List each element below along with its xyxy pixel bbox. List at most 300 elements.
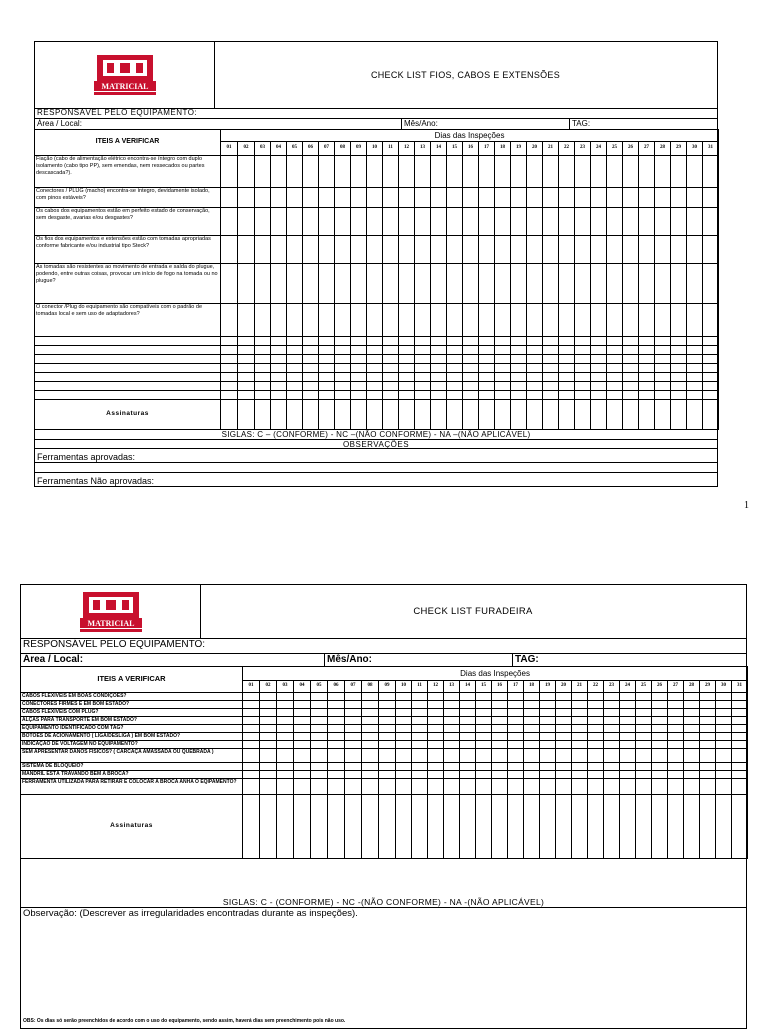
inspection-checkbox-cell[interactable] xyxy=(700,763,716,771)
inspection-checkbox-cell[interactable] xyxy=(687,364,703,373)
inspection-checkbox-cell[interactable] xyxy=(540,741,556,749)
inspection-checkbox-cell[interactable] xyxy=(335,304,351,337)
inspection-checkbox-cell[interactable] xyxy=(492,701,508,709)
inspection-checkbox-cell[interactable] xyxy=(623,346,639,355)
inspection-checkbox-cell[interactable] xyxy=(559,373,575,382)
signature-cell[interactable] xyxy=(238,400,255,430)
inspection-checkbox-cell[interactable] xyxy=(415,304,431,337)
inspection-checkbox-cell[interactable] xyxy=(379,693,396,701)
inspection-checkbox-cell[interactable] xyxy=(303,264,319,304)
inspection-checkbox-cell[interactable] xyxy=(345,725,362,733)
inspection-checkbox-cell[interactable] xyxy=(287,188,303,208)
inspection-checkbox-cell[interactable] xyxy=(508,779,524,795)
inspection-checkbox-cell[interactable] xyxy=(243,701,260,709)
inspection-checkbox-cell[interactable] xyxy=(655,188,671,208)
inspection-checkbox-cell[interactable] xyxy=(543,156,559,188)
inspection-checkbox-cell[interactable] xyxy=(362,741,379,749)
inspection-checkbox-cell[interactable] xyxy=(671,304,687,337)
inspection-checkbox-cell[interactable] xyxy=(379,701,396,709)
inspection-checkbox-cell[interactable] xyxy=(623,373,639,382)
inspection-checkbox-cell[interactable] xyxy=(243,717,260,725)
inspection-checkbox-cell[interactable] xyxy=(559,346,575,355)
inspection-checkbox-cell[interactable] xyxy=(652,741,668,749)
inspection-checkbox-cell[interactable] xyxy=(335,156,351,188)
inspection-checkbox-cell[interactable] xyxy=(687,355,703,364)
inspection-checkbox-cell[interactable] xyxy=(511,373,527,382)
inspection-checkbox-cell[interactable] xyxy=(572,709,588,717)
inspection-checkbox-cell[interactable] xyxy=(221,236,238,264)
inspection-checkbox-cell[interactable] xyxy=(607,304,623,337)
inspection-checkbox-cell[interactable] xyxy=(687,156,703,188)
inspection-checkbox-cell[interactable] xyxy=(399,156,415,188)
inspection-checkbox-cell[interactable] xyxy=(311,725,328,733)
inspection-checkbox-cell[interactable] xyxy=(508,717,524,725)
inspection-checkbox-cell[interactable] xyxy=(345,779,362,795)
inspection-checkbox-cell[interactable] xyxy=(511,337,527,346)
inspection-checkbox-cell[interactable] xyxy=(495,346,511,355)
inspection-checkbox-cell[interactable] xyxy=(620,779,636,795)
inspection-checkbox-cell[interactable] xyxy=(607,355,623,364)
inspection-checkbox-cell[interactable] xyxy=(379,709,396,717)
inspection-checkbox-cell[interactable] xyxy=(294,733,311,741)
inspection-checkbox-cell[interactable] xyxy=(379,763,396,771)
inspection-checkbox-cell[interactable] xyxy=(607,188,623,208)
inspection-checkbox-cell[interactable] xyxy=(412,693,428,701)
inspection-checkbox-cell[interactable] xyxy=(671,364,687,373)
inspection-checkbox-cell[interactable] xyxy=(383,382,399,391)
inspection-checkbox-cell[interactable] xyxy=(524,771,540,779)
inspection-checkbox-cell[interactable] xyxy=(362,701,379,709)
inspection-checkbox-cell[interactable] xyxy=(716,749,732,763)
signature-cell[interactable] xyxy=(328,795,345,859)
inspection-checkbox-cell[interactable] xyxy=(447,373,463,382)
inspection-checkbox-cell[interactable] xyxy=(639,373,655,382)
inspection-checkbox-cell[interactable] xyxy=(620,717,636,725)
inspection-checkbox-cell[interactable] xyxy=(238,156,255,188)
inspection-checkbox-cell[interactable] xyxy=(431,382,447,391)
inspection-checkbox-cell[interactable] xyxy=(511,346,527,355)
inspection-checkbox-cell[interactable] xyxy=(351,188,367,208)
inspection-checkbox-cell[interactable] xyxy=(655,346,671,355)
inspection-checkbox-cell[interactable] xyxy=(684,779,700,795)
inspection-checkbox-cell[interactable] xyxy=(703,346,719,355)
inspection-checkbox-cell[interactable] xyxy=(668,741,684,749)
inspection-checkbox-cell[interactable] xyxy=(540,733,556,741)
inspection-checkbox-cell[interactable] xyxy=(476,733,492,741)
signature-cell[interactable] xyxy=(511,400,527,430)
inspection-checkbox-cell[interactable] xyxy=(492,749,508,763)
inspection-checkbox-cell[interactable] xyxy=(415,373,431,382)
blank-item-cell[interactable] xyxy=(35,337,221,346)
inspection-checkbox-cell[interactable] xyxy=(277,693,294,701)
inspection-checkbox-cell[interactable] xyxy=(655,364,671,373)
inspection-checkbox-cell[interactable] xyxy=(447,337,463,346)
inspection-checkbox-cell[interactable] xyxy=(415,156,431,188)
inspection-checkbox-cell[interactable] xyxy=(575,236,591,264)
inspection-checkbox-cell[interactable] xyxy=(572,725,588,733)
inspection-checkbox-cell[interactable] xyxy=(431,304,447,337)
inspection-checkbox-cell[interactable] xyxy=(444,709,460,717)
inspection-checkbox-cell[interactable] xyxy=(238,373,255,382)
inspection-checkbox-cell[interactable] xyxy=(255,156,271,188)
inspection-checkbox-cell[interactable] xyxy=(311,749,328,763)
inspection-checkbox-cell[interactable] xyxy=(479,355,495,364)
inspection-checkbox-cell[interactable] xyxy=(687,373,703,382)
inspection-checkbox-cell[interactable] xyxy=(639,208,655,236)
inspection-checkbox-cell[interactable] xyxy=(623,208,639,236)
inspection-checkbox-cell[interactable] xyxy=(460,701,476,709)
inspection-checkbox-cell[interactable] xyxy=(328,733,345,741)
inspection-checkbox-cell[interactable] xyxy=(345,717,362,725)
inspection-checkbox-cell[interactable] xyxy=(271,337,287,346)
inspection-checkbox-cell[interactable] xyxy=(639,382,655,391)
inspection-checkbox-cell[interactable] xyxy=(492,693,508,701)
inspection-checkbox-cell[interactable] xyxy=(604,709,620,717)
inspection-checkbox-cell[interactable] xyxy=(463,391,479,400)
inspection-checkbox-cell[interactable] xyxy=(636,717,652,725)
inspection-checkbox-cell[interactable] xyxy=(345,733,362,741)
inspection-checkbox-cell[interactable] xyxy=(540,749,556,763)
inspection-checkbox-cell[interactable] xyxy=(556,771,572,779)
inspection-checkbox-cell[interactable] xyxy=(732,725,748,733)
inspection-checkbox-cell[interactable] xyxy=(527,364,543,373)
inspection-checkbox-cell[interactable] xyxy=(639,346,655,355)
inspection-checkbox-cell[interactable] xyxy=(559,382,575,391)
inspection-checkbox-cell[interactable] xyxy=(221,364,238,373)
inspection-checkbox-cell[interactable] xyxy=(671,264,687,304)
inspection-checkbox-cell[interactable] xyxy=(255,346,271,355)
inspection-checkbox-cell[interactable] xyxy=(447,304,463,337)
inspection-checkbox-cell[interactable] xyxy=(319,304,335,337)
inspection-checkbox-cell[interactable] xyxy=(319,382,335,391)
inspection-checkbox-cell[interactable] xyxy=(495,264,511,304)
inspection-checkbox-cell[interactable] xyxy=(732,693,748,701)
inspection-checkbox-cell[interactable] xyxy=(668,701,684,709)
inspection-checkbox-cell[interactable] xyxy=(524,779,540,795)
inspection-checkbox-cell[interactable] xyxy=(511,304,527,337)
inspection-checkbox-cell[interactable] xyxy=(572,741,588,749)
inspection-checkbox-cell[interactable] xyxy=(588,763,604,771)
inspection-checkbox-cell[interactable] xyxy=(238,346,255,355)
inspection-checkbox-cell[interactable] xyxy=(607,382,623,391)
inspection-checkbox-cell[interactable] xyxy=(575,346,591,355)
inspection-checkbox-cell[interactable] xyxy=(543,346,559,355)
inspection-checkbox-cell[interactable] xyxy=(428,725,444,733)
inspection-checkbox-cell[interactable] xyxy=(463,373,479,382)
inspection-checkbox-cell[interactable] xyxy=(556,709,572,717)
inspection-checkbox-cell[interactable] xyxy=(687,208,703,236)
signature-cell[interactable] xyxy=(383,400,399,430)
inspection-checkbox-cell[interactable] xyxy=(367,382,383,391)
blank-item-cell[interactable] xyxy=(35,382,221,391)
inspection-checkbox-cell[interactable] xyxy=(543,364,559,373)
inspection-checkbox-cell[interactable] xyxy=(540,709,556,717)
inspection-checkbox-cell[interactable] xyxy=(543,264,559,304)
inspection-checkbox-cell[interactable] xyxy=(362,717,379,725)
inspection-checkbox-cell[interactable] xyxy=(319,355,335,364)
inspection-checkbox-cell[interactable] xyxy=(623,304,639,337)
inspection-checkbox-cell[interactable] xyxy=(732,763,748,771)
inspection-checkbox-cell[interactable] xyxy=(277,763,294,771)
inspection-checkbox-cell[interactable] xyxy=(671,355,687,364)
inspection-checkbox-cell[interactable] xyxy=(607,208,623,236)
inspection-checkbox-cell[interactable] xyxy=(476,763,492,771)
inspection-checkbox-cell[interactable] xyxy=(540,763,556,771)
inspection-checkbox-cell[interactable] xyxy=(328,771,345,779)
inspection-checkbox-cell[interactable] xyxy=(639,337,655,346)
inspection-checkbox-cell[interactable] xyxy=(294,693,311,701)
inspection-checkbox-cell[interactable] xyxy=(328,749,345,763)
inspection-checkbox-cell[interactable] xyxy=(383,346,399,355)
inspection-checkbox-cell[interactable] xyxy=(303,236,319,264)
inspection-checkbox-cell[interactable] xyxy=(687,304,703,337)
inspection-checkbox-cell[interactable] xyxy=(238,391,255,400)
inspection-checkbox-cell[interactable] xyxy=(476,779,492,795)
inspection-checkbox-cell[interactable] xyxy=(255,337,271,346)
inspection-checkbox-cell[interactable] xyxy=(431,346,447,355)
inspection-checkbox-cell[interactable] xyxy=(415,236,431,264)
inspection-checkbox-cell[interactable] xyxy=(524,749,540,763)
inspection-checkbox-cell[interactable] xyxy=(319,236,335,264)
inspection-checkbox-cell[interactable] xyxy=(362,779,379,795)
inspection-checkbox-cell[interactable] xyxy=(303,337,319,346)
inspection-checkbox-cell[interactable] xyxy=(671,188,687,208)
blank-item-cell[interactable] xyxy=(35,355,221,364)
inspection-checkbox-cell[interactable] xyxy=(668,779,684,795)
inspection-checkbox-cell[interactable] xyxy=(345,741,362,749)
inspection-checkbox-cell[interactable] xyxy=(396,709,412,717)
inspection-checkbox-cell[interactable] xyxy=(463,355,479,364)
inspection-checkbox-cell[interactable] xyxy=(703,337,719,346)
inspection-checkbox-cell[interactable] xyxy=(260,771,277,779)
signature-cell[interactable] xyxy=(319,400,335,430)
inspection-checkbox-cell[interactable] xyxy=(428,741,444,749)
inspection-checkbox-cell[interactable] xyxy=(636,709,652,717)
inspection-checkbox-cell[interactable] xyxy=(476,709,492,717)
inspection-checkbox-cell[interactable] xyxy=(412,779,428,795)
inspection-checkbox-cell[interactable] xyxy=(319,391,335,400)
signature-cell[interactable] xyxy=(271,400,287,430)
inspection-checkbox-cell[interactable] xyxy=(572,779,588,795)
signature-cell[interactable] xyxy=(255,400,271,430)
inspection-checkbox-cell[interactable] xyxy=(383,304,399,337)
inspection-checkbox-cell[interactable] xyxy=(428,733,444,741)
inspection-checkbox-cell[interactable] xyxy=(255,188,271,208)
signature-cell[interactable] xyxy=(362,795,379,859)
inspection-checkbox-cell[interactable] xyxy=(668,771,684,779)
inspection-checkbox-cell[interactable] xyxy=(311,779,328,795)
inspection-checkbox-cell[interactable] xyxy=(367,208,383,236)
inspection-checkbox-cell[interactable] xyxy=(243,779,260,795)
inspection-checkbox-cell[interactable] xyxy=(396,749,412,763)
inspection-checkbox-cell[interactable] xyxy=(623,264,639,304)
inspection-checkbox-cell[interactable] xyxy=(345,749,362,763)
inspection-checkbox-cell[interactable] xyxy=(575,208,591,236)
inspection-checkbox-cell[interactable] xyxy=(243,693,260,701)
signature-cell[interactable] xyxy=(351,400,367,430)
inspection-checkbox-cell[interactable] xyxy=(559,236,575,264)
inspection-checkbox-cell[interactable] xyxy=(559,337,575,346)
inspection-checkbox-cell[interactable] xyxy=(620,693,636,701)
inspection-checkbox-cell[interactable] xyxy=(703,156,719,188)
inspection-checkbox-cell[interactable] xyxy=(311,733,328,741)
inspection-checkbox-cell[interactable] xyxy=(655,373,671,382)
inspection-checkbox-cell[interactable] xyxy=(243,733,260,741)
inspection-checkbox-cell[interactable] xyxy=(623,355,639,364)
inspection-checkbox-cell[interactable] xyxy=(460,779,476,795)
inspection-checkbox-cell[interactable] xyxy=(543,208,559,236)
inspection-checkbox-cell[interactable] xyxy=(604,749,620,763)
inspection-checkbox-cell[interactable] xyxy=(524,701,540,709)
inspection-checkbox-cell[interactable] xyxy=(495,188,511,208)
signature-cell[interactable] xyxy=(655,400,671,430)
signature-cell[interactable] xyxy=(431,400,447,430)
inspection-checkbox-cell[interactable] xyxy=(495,337,511,346)
inspection-checkbox-cell[interactable] xyxy=(379,717,396,725)
signature-cell[interactable] xyxy=(652,795,668,859)
inspection-checkbox-cell[interactable] xyxy=(328,763,345,771)
inspection-checkbox-cell[interactable] xyxy=(527,236,543,264)
signature-cell[interactable] xyxy=(671,400,687,430)
inspection-checkbox-cell[interactable] xyxy=(684,701,700,709)
inspection-checkbox-cell[interactable] xyxy=(716,779,732,795)
inspection-checkbox-cell[interactable] xyxy=(238,264,255,304)
signature-cell[interactable] xyxy=(396,795,412,859)
inspection-checkbox-cell[interactable] xyxy=(652,709,668,717)
inspection-checkbox-cell[interactable] xyxy=(540,771,556,779)
inspection-checkbox-cell[interactable] xyxy=(463,337,479,346)
inspection-checkbox-cell[interactable] xyxy=(447,264,463,304)
inspection-checkbox-cell[interactable] xyxy=(328,701,345,709)
inspection-checkbox-cell[interactable] xyxy=(652,717,668,725)
inspection-checkbox-cell[interactable] xyxy=(328,693,345,701)
inspection-checkbox-cell[interactable] xyxy=(415,364,431,373)
inspection-checkbox-cell[interactable] xyxy=(428,717,444,725)
inspection-checkbox-cell[interactable] xyxy=(620,701,636,709)
inspection-checkbox-cell[interactable] xyxy=(476,749,492,763)
inspection-checkbox-cell[interactable] xyxy=(328,725,345,733)
inspection-checkbox-cell[interactable] xyxy=(591,337,607,346)
inspection-checkbox-cell[interactable] xyxy=(345,701,362,709)
inspection-checkbox-cell[interactable] xyxy=(221,391,238,400)
signature-cell[interactable] xyxy=(345,795,362,859)
inspection-checkbox-cell[interactable] xyxy=(335,264,351,304)
inspection-checkbox-cell[interactable] xyxy=(271,304,287,337)
inspection-checkbox-cell[interactable] xyxy=(607,364,623,373)
inspection-checkbox-cell[interactable] xyxy=(260,779,277,795)
inspection-checkbox-cell[interactable] xyxy=(351,382,367,391)
inspection-checkbox-cell[interactable] xyxy=(604,717,620,725)
signature-cell[interactable] xyxy=(684,795,700,859)
inspection-checkbox-cell[interactable] xyxy=(623,188,639,208)
inspection-checkbox-cell[interactable] xyxy=(287,373,303,382)
inspection-checkbox-cell[interactable] xyxy=(260,725,277,733)
inspection-checkbox-cell[interactable] xyxy=(431,188,447,208)
signature-cell[interactable] xyxy=(575,400,591,430)
inspection-checkbox-cell[interactable] xyxy=(655,156,671,188)
inspection-checkbox-cell[interactable] xyxy=(655,236,671,264)
inspection-checkbox-cell[interactable] xyxy=(444,725,460,733)
inspection-checkbox-cell[interactable] xyxy=(351,364,367,373)
inspection-checkbox-cell[interactable] xyxy=(511,264,527,304)
inspection-checkbox-cell[interactable] xyxy=(543,188,559,208)
inspection-checkbox-cell[interactable] xyxy=(495,208,511,236)
inspection-checkbox-cell[interactable] xyxy=(655,337,671,346)
inspection-checkbox-cell[interactable] xyxy=(527,355,543,364)
inspection-checkbox-cell[interactable] xyxy=(623,391,639,400)
inspection-checkbox-cell[interactable] xyxy=(524,717,540,725)
inspection-checkbox-cell[interactable] xyxy=(636,779,652,795)
inspection-checkbox-cell[interactable] xyxy=(238,355,255,364)
inspection-checkbox-cell[interactable] xyxy=(303,382,319,391)
inspection-checkbox-cell[interactable] xyxy=(700,717,716,725)
inspection-checkbox-cell[interactable] xyxy=(431,355,447,364)
inspection-checkbox-cell[interactable] xyxy=(575,391,591,400)
inspection-checkbox-cell[interactable] xyxy=(655,355,671,364)
inspection-checkbox-cell[interactable] xyxy=(671,337,687,346)
inspection-checkbox-cell[interactable] xyxy=(604,779,620,795)
inspection-checkbox-cell[interactable] xyxy=(447,208,463,236)
inspection-checkbox-cell[interactable] xyxy=(687,188,703,208)
inspection-checkbox-cell[interactable] xyxy=(271,264,287,304)
inspection-checkbox-cell[interactable] xyxy=(367,373,383,382)
inspection-checkbox-cell[interactable] xyxy=(396,701,412,709)
inspection-checkbox-cell[interactable] xyxy=(303,391,319,400)
inspection-checkbox-cell[interactable] xyxy=(591,156,607,188)
inspection-checkbox-cell[interactable] xyxy=(687,346,703,355)
inspection-checkbox-cell[interactable] xyxy=(556,779,572,795)
inspection-checkbox-cell[interactable] xyxy=(668,733,684,741)
inspection-checkbox-cell[interactable] xyxy=(716,709,732,717)
inspection-checkbox-cell[interactable] xyxy=(511,188,527,208)
inspection-checkbox-cell[interactable] xyxy=(591,188,607,208)
inspection-checkbox-cell[interactable] xyxy=(311,693,328,701)
inspection-checkbox-cell[interactable] xyxy=(379,725,396,733)
inspection-checkbox-cell[interactable] xyxy=(703,382,719,391)
inspection-checkbox-cell[interactable] xyxy=(620,733,636,741)
inspection-checkbox-cell[interactable] xyxy=(492,709,508,717)
inspection-checkbox-cell[interactable] xyxy=(351,236,367,264)
inspection-checkbox-cell[interactable] xyxy=(479,236,495,264)
inspection-checkbox-cell[interactable] xyxy=(556,733,572,741)
inspection-checkbox-cell[interactable] xyxy=(412,741,428,749)
signature-cell[interactable] xyxy=(221,400,238,430)
inspection-checkbox-cell[interactable] xyxy=(556,725,572,733)
inspection-checkbox-cell[interactable] xyxy=(399,208,415,236)
inspection-checkbox-cell[interactable] xyxy=(476,701,492,709)
inspection-checkbox-cell[interactable] xyxy=(311,763,328,771)
inspection-checkbox-cell[interactable] xyxy=(311,771,328,779)
inspection-checkbox-cell[interactable] xyxy=(294,741,311,749)
inspection-checkbox-cell[interactable] xyxy=(255,373,271,382)
inspection-checkbox-cell[interactable] xyxy=(639,364,655,373)
inspection-checkbox-cell[interactable] xyxy=(303,208,319,236)
inspection-checkbox-cell[interactable] xyxy=(396,733,412,741)
inspection-checkbox-cell[interactable] xyxy=(700,749,716,763)
inspection-checkbox-cell[interactable] xyxy=(396,771,412,779)
inspection-checkbox-cell[interactable] xyxy=(399,346,415,355)
inspection-checkbox-cell[interactable] xyxy=(591,382,607,391)
inspection-checkbox-cell[interactable] xyxy=(620,725,636,733)
inspection-checkbox-cell[interactable] xyxy=(255,382,271,391)
inspection-checkbox-cell[interactable] xyxy=(636,763,652,771)
inspection-checkbox-cell[interactable] xyxy=(460,763,476,771)
inspection-checkbox-cell[interactable] xyxy=(277,701,294,709)
inspection-checkbox-cell[interactable] xyxy=(335,391,351,400)
inspection-checkbox-cell[interactable] xyxy=(639,304,655,337)
inspection-checkbox-cell[interactable] xyxy=(495,156,511,188)
inspection-checkbox-cell[interactable] xyxy=(447,391,463,400)
